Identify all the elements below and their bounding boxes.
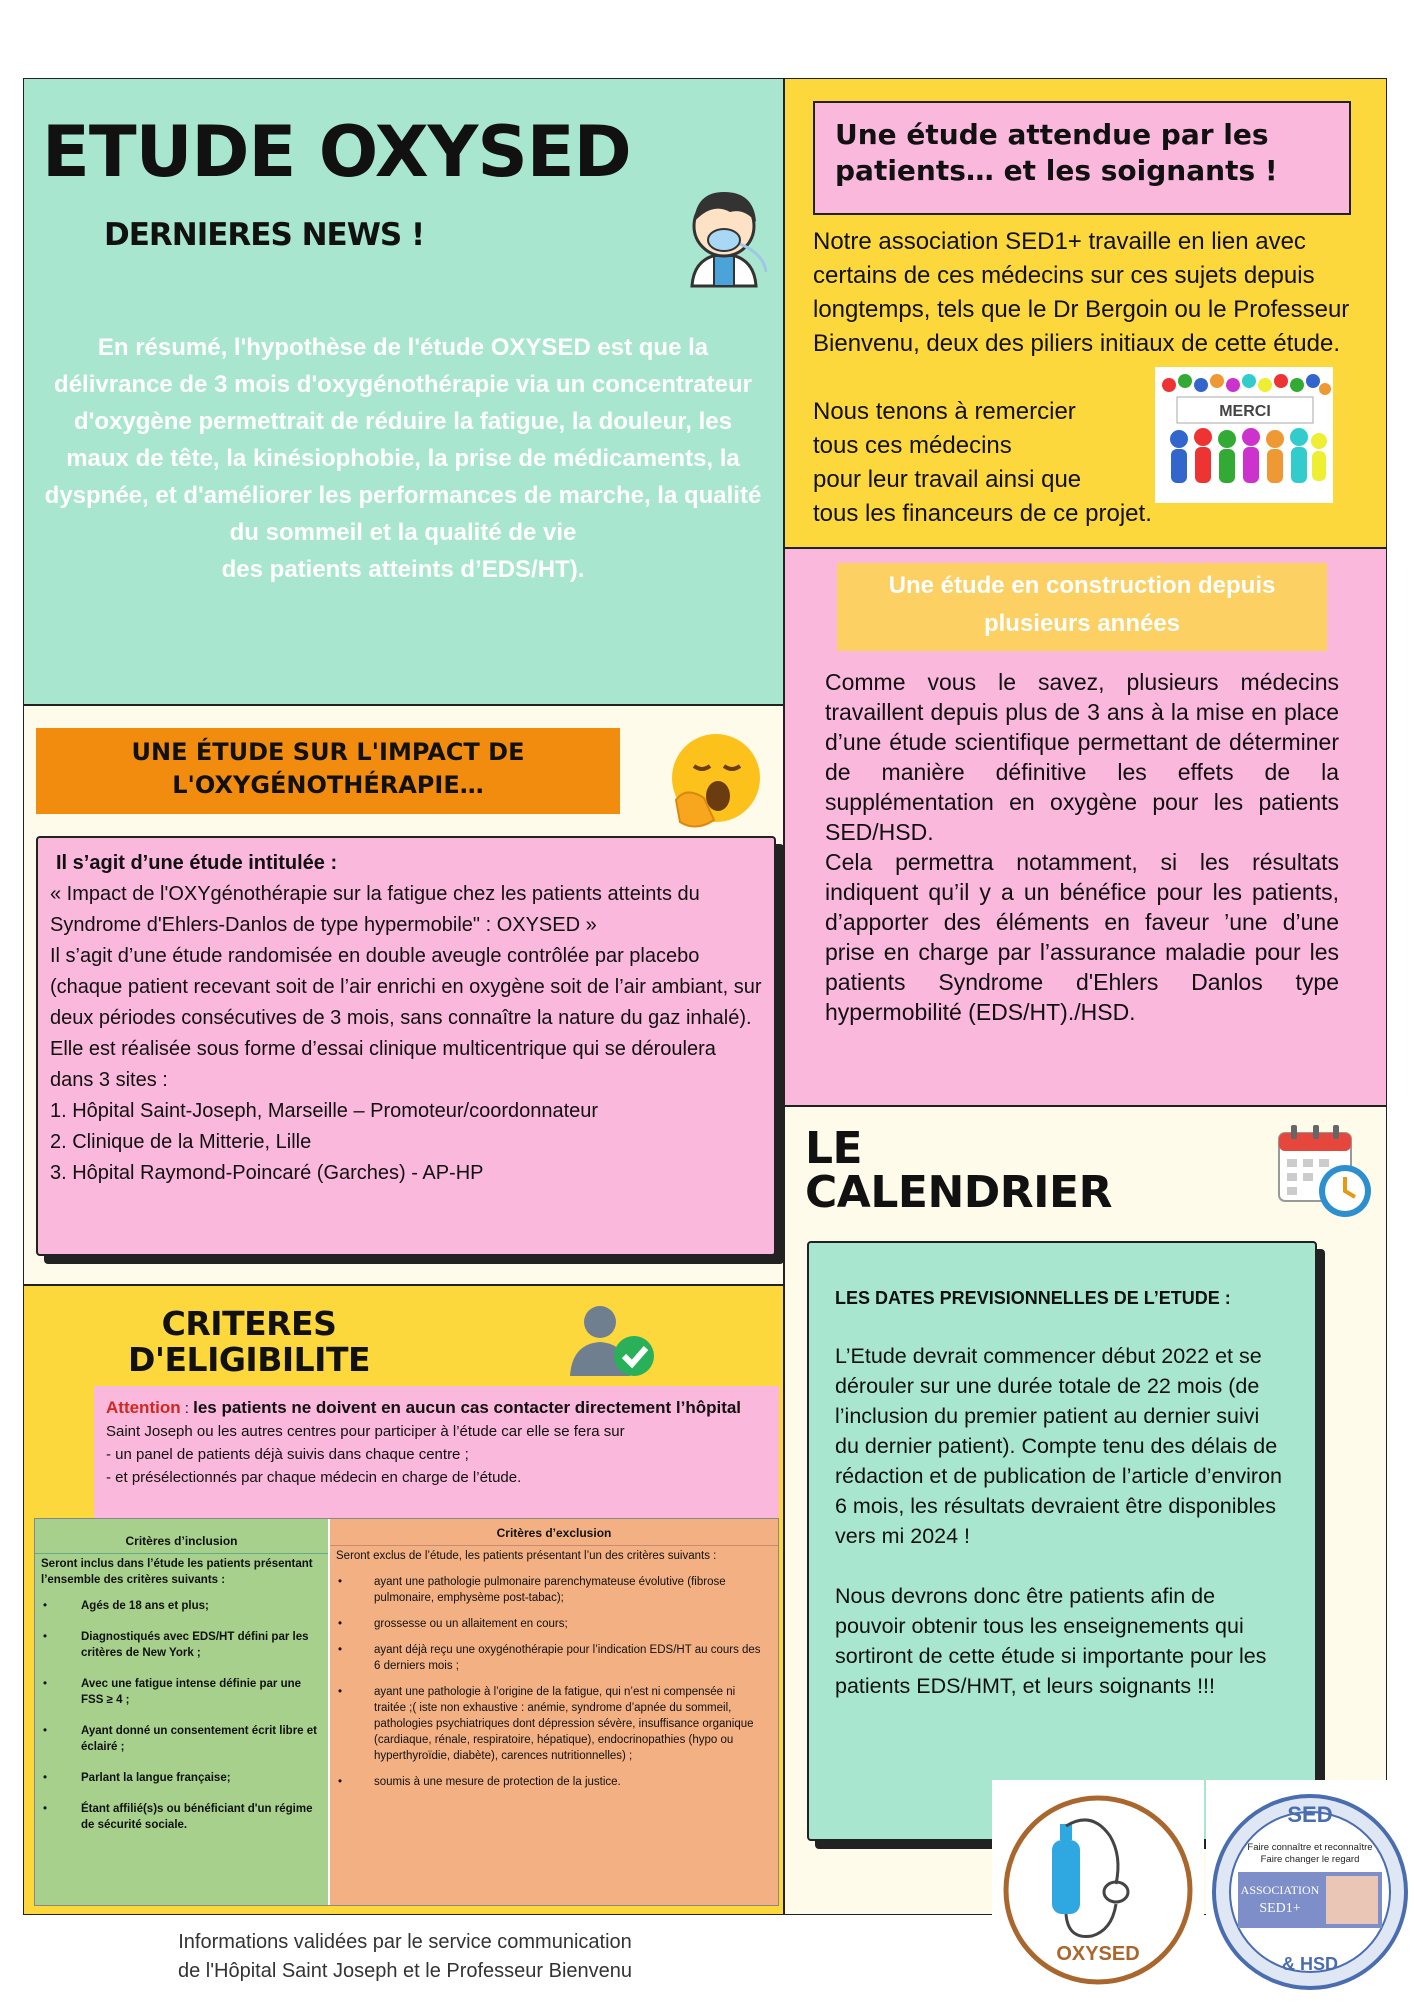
exclusion-column [330,1519,778,1905]
site-item: 2. Clinique de la Mitterie, Lille [50,1131,312,1153]
calendar-clock-icon [1273,1119,1377,1223]
main-title: ETUDE OXYSED [42,111,631,193]
inclusion-item: • Diagnostiqués avec EDS/HT défini par les critères de New York ; [43,1631,309,1659]
svg-text:Faire changer le regard: Faire changer le regard [1260,1854,1360,1865]
attention-label: Attention [106,1398,181,1417]
crowd-merci-icon [1155,367,1333,503]
exclusion-item: • ayant une pathologie à l’origine de la fatigue, qui n’est ni compensée ni traitée ;( iste non exhaustive : anémie, syndrome d’apnée du sommeil, pathologies psychiatriques dont dépression sévère, insuffisance organique (cardiaque, rénale, respiratoire, hépatique), endocrinopathies (hypo ou hyperthyroïdie, diabète), carences nutritionnelles) ; [338,1686,754,1762]
impact-intro: Il s’agit d’une étude intitulée : [56,852,338,874]
dates-text: L’Etude devrait commencer début 2022 et se dérouler sur une durée totale de 22 mois (de l’inclusion du premier patient au dernier suivi du dernier patient). Compte tenu des délais de rédaction et de publication de l’article d’environ 6 mois, les résultats devraient être disponibles vers mi 2024 ! [835,1344,1282,1548]
calendar-title: LE CALENDRIER [805,1123,1112,1218]
oxysed-logo [992,1780,1204,2000]
svg-text:SED1+: SED1+ [1259,1901,1301,1916]
exclusion-item: • grossesse ou un allaitement en cours; [338,1618,568,1630]
construction-heading: Une étude en construction depuis plusieurs années [837,563,1327,651]
svg-text:SED: SED [1287,1802,1333,1827]
svg-text:ASSOCIATION: ASSOCIATION [1240,1883,1320,1897]
footer-note: Informations validées par le service communication de l'Hôpital Saint Joseph et le Professeur Bienvenu [177,1931,633,1982]
inclusion-item: • Parlant la langue française; [43,1772,231,1784]
attention-box: Attention : les patients ne doivent en aucun cas contacter directement l’hôpital Saint Joseph ou les autres centres pour participer à l’étude car elle se fera sur - un panel de patients déjà suivis dans chaque centre ; - et présélectionnés par chaque médecin en charge de l’étude. [94,1386,779,1518]
inclusion-item: • Agés de 18 ans et plus; [43,1600,209,1612]
dates-text-2: Nous devrons donc être patients afin de pouvoir obtenir tous les enseignements qui sortiront de cette étude si importante pour les patients EDS/HMT, et leurs soignants !!! [835,1584,1267,1698]
site-item: 1. Hôpital Saint-Joseph, Marseille – Promoteur/coordonnateur [50,1100,599,1122]
exclusion-item: • ayant une pathologie pulmonaire parenchymateuse évolutive (fibrose pulmonaire, emphysème post-tabac); [338,1576,726,1604]
exclusion-list [330,1574,778,1790]
association-panel [784,78,1387,548]
association-text: Notre association SED1+ travaille en lien avec certains de ces médecins sur ces sujets depuis longtemps, tels que le Dr Bergoin ou le Professeur Bienvenu, deux des piliers initiaux de cette étude. [813,228,1350,357]
exclusion-intro: Seront exclus de l’étude, les patients présentant l’un des critères suivants : [336,1550,717,1562]
inclusion-item: • Étant affilié(s)s ou bénéficiant d'un régime de sécurité sociale. [43,1803,313,1831]
user-check-icon [564,1300,664,1380]
impact-line: Il s’agit d’une étude randomisée en double aveugle contrôlée par placebo (chaque patient recevant soit de l’air enrichi en oxygène soit de l’air ambiant, sur deux périodes consécutives de 3 mois, sans connaître la nature du gaz inhalé). [50,945,762,1029]
news-panel [23,78,784,705]
exclusion-item: • soumis à une mesure de protection de la justice. [338,1776,621,1788]
oxygen-mask-person-icon [664,174,784,294]
news-subtitle: DERNIERES NEWS ! [104,217,425,253]
yawning-face-icon [656,726,766,836]
summary-text: En résumé, l'hypothèse de l'étude OXYSED est que la délivrance de 3 mois d'oxygénothérapie via un concentrateur d'oxygène permettrait de réduire la fatigue, la douleur, les maux de tête, la kinésiophobie, la prise de médicaments, la dyspnée, et d'améliorer les performances de marche, la qualité du sommeil et la qualité de vie des patients atteints d’EDS/HT). [44,334,762,583]
merci-label: MERCI [1219,403,1271,420]
inclusion-item: • Ayant donné un consentement écrit libre et éclairé ; [43,1725,318,1753]
sed-association-logo [1206,1780,1414,2000]
svg-text:& HSD: & HSD [1281,1954,1339,1974]
criteria-panel [23,1285,784,1915]
banner-box [813,101,1351,215]
attention-bold: les patients ne doivent en aucun cas contacter directement l’hôpital [193,1398,742,1417]
construction-panel [784,548,1387,1106]
impact-heading: UNE ÉTUDE SUR L'IMPACT DE L'OXYGÉNOTHÉRAPIE… [36,728,620,814]
criteria-table [34,1518,779,1906]
inclusion-intro: Seront inclus dans l’étude les patients présentant l’ensemble des critères suivants : [41,1558,313,1586]
dates-heading: LES DATES PREVISIONNELLES DE L’ETUDE : [835,1288,1231,1308]
construction-text: Comme vous le savez, plusieurs médecins travaillent depuis plus de 3 ans à la mise en place d’une étude scientifique permettant de déterminer de manière définitive les effets de la supplémentation en oxygène pour les patients SED/HSD. Cela permettra notamment, si les résultats indiquent qu’il y a un bénéfice pour les patients, d’apporter des éléments en faveur ’une d’une prise en charge par l’assurance maladie pour les patients Syndrome d'Ehlers Danlos type hypermobilité (EDS/HT)./HSD. [825,669,1339,1025]
impact-line: « Impact de l'OXYgénothérapie sur la fatigue chez les patients atteints du Syndrome d'Ehlers-Danlos de type hypermobile" : OXYSED » [50,883,700,936]
merci-image [1155,367,1333,503]
criteria-heading: CRITERES D'ELIGIBILITE [128,1304,370,1379]
inclusion-header: Critères d’inclusion [35,1519,328,1554]
oxysed-logo-text: OXYSED [1056,1943,1140,1965]
banner-text: Une étude attendue par les patients… et les soignants ! [835,118,1278,187]
inclusion-column [35,1519,330,1905]
impact-box [36,836,776,1256]
impact-line: Elle est réalisée sous forme d’essai clinique multicentrique qui se déroulera dans 3 sites : [50,1038,716,1091]
dates-box [807,1241,1317,1841]
oxygen-bottle-icon [992,1780,1204,2000]
inclusion-item: • Avec une fatigue intense définie par une FSS ≥ 4 ; [43,1678,302,1706]
site-item: 3. Hôpital Raymond-Poincaré (Garches) - AP-HP [50,1162,484,1184]
sed-badge-icon [1206,1780,1414,2000]
inclusion-list [35,1598,328,1833]
thanks-text: Nous tenons à remercier tous ces médecins pour leur travail ainsi que tous les financeurs de ce projet. [813,398,1152,527]
impact-panel [23,705,784,1285]
exclusion-header: Critères d’exclusion [330,1519,778,1546]
svg-text:Faire connaître et reconnaître: Faire connaître et reconnaître [1247,1842,1373,1853]
exclusion-item: • ayant déjà reçu une oxygénothérapie pour l’indication EDS/HT au cours des 6 derniers mois ; [338,1644,761,1672]
